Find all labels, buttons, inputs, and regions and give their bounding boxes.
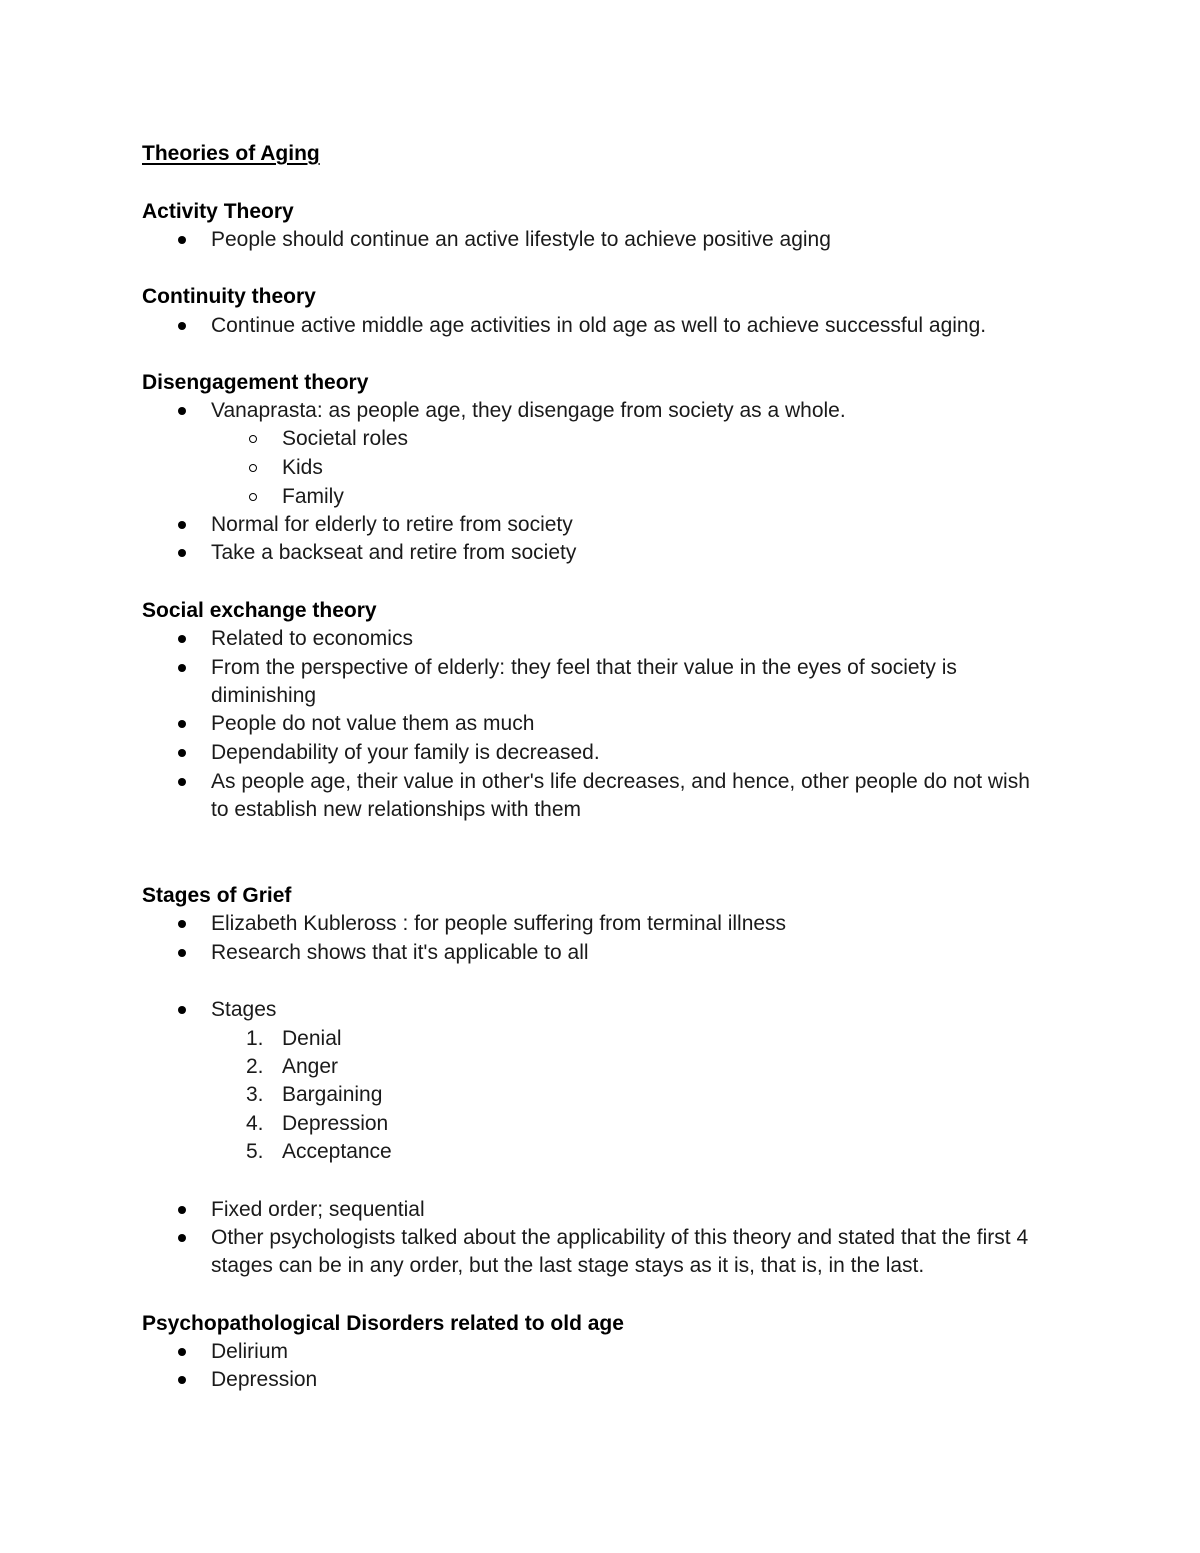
list-item: People should continue an active lifestyle to achieve positive aging xyxy=(211,228,831,251)
list-item-continuation: diminishing xyxy=(211,684,317,707)
stage-item: Bargaining xyxy=(282,1083,383,1106)
bullet-icon xyxy=(178,1206,186,1214)
list-item: As people age, their value in other's life decreases, and hence, other people do not wish xyxy=(211,770,1030,793)
stage-number: 5. xyxy=(246,1140,264,1163)
bullet-icon xyxy=(178,549,186,557)
section-heading-social-exchange: Social exchange theory xyxy=(142,599,377,622)
stage-number: 2. xyxy=(246,1055,264,1078)
stage-number: 4. xyxy=(246,1112,264,1135)
list-item-continuation: stages can be in any order, but the last stage stays as it is, that is, in the last. xyxy=(211,1254,925,1277)
list-item: Continue active middle age activities in old age as well to achieve successful aging. xyxy=(211,314,987,337)
stage-item: Anger xyxy=(282,1055,339,1078)
bullet-icon xyxy=(178,236,186,244)
list-item: Research shows that it's applicable to all xyxy=(211,941,589,964)
list-item: Fixed order; sequential xyxy=(211,1198,425,1221)
bullet-icon xyxy=(178,322,186,330)
bullet-icon xyxy=(178,920,186,928)
sub-list-item: Family xyxy=(282,485,344,508)
list-item: People do not value them as much xyxy=(211,712,535,735)
bullet-icon xyxy=(178,1234,186,1242)
bullet-icon xyxy=(178,778,186,786)
list-item: Depression xyxy=(211,1368,318,1391)
list-item: From the perspective of elderly: they feel that their value in the eyes of society is xyxy=(211,656,957,679)
sub-bullet-icon xyxy=(249,464,257,472)
section-heading-grief: Stages of Grief xyxy=(142,884,292,907)
bullet-icon xyxy=(178,407,186,415)
stage-item: Denial xyxy=(282,1027,342,1050)
bullet-icon xyxy=(178,749,186,757)
bullet-icon xyxy=(178,1006,186,1014)
list-item: Dependability of your family is decreased. xyxy=(211,741,600,764)
list-item-continuation: to establish new relationships with them xyxy=(211,798,582,821)
sub-list-item: Societal roles xyxy=(282,427,409,450)
stage-item: Depression xyxy=(282,1112,389,1135)
list-item: Stages xyxy=(211,998,277,1021)
bullet-icon xyxy=(178,1376,186,1384)
list-item: Normal for elderly to retire from society xyxy=(211,513,573,536)
list-item: Vanaprasta: as people age, they disengage from society as a whole. xyxy=(211,399,846,422)
list-item: Elizabeth Kubleross : for people suffering from terminal illness xyxy=(211,912,787,935)
section-heading-psychopathology: Psychopathological Disorders related to old age xyxy=(142,1312,624,1335)
section-heading-disengagement: Disengagement theory xyxy=(142,371,369,394)
list-item: Other psychologists talked about the applicability of this theory and stated that the first 4 xyxy=(211,1226,1029,1249)
section-heading-activity: Activity Theory xyxy=(142,200,294,223)
sub-list-item: Kids xyxy=(282,456,323,479)
bullet-icon xyxy=(178,635,186,643)
bullet-icon xyxy=(178,664,186,672)
sub-bullet-icon xyxy=(249,435,257,443)
bullet-icon xyxy=(178,949,186,957)
sub-bullet-icon xyxy=(249,493,257,501)
bullet-icon xyxy=(178,521,186,529)
section-heading-continuity: Continuity theory xyxy=(142,285,316,308)
list-item: Delirium xyxy=(211,1340,289,1363)
page-title: Theories of Aging xyxy=(142,142,320,165)
bullet-icon xyxy=(178,1348,186,1356)
list-item: Take a backseat and retire from society xyxy=(211,541,577,564)
stage-item: Acceptance xyxy=(282,1140,392,1163)
list-item: Related to economics xyxy=(211,627,413,650)
bullet-icon xyxy=(178,720,186,728)
stage-number: 1. xyxy=(246,1027,264,1050)
stage-number: 3. xyxy=(246,1083,264,1106)
